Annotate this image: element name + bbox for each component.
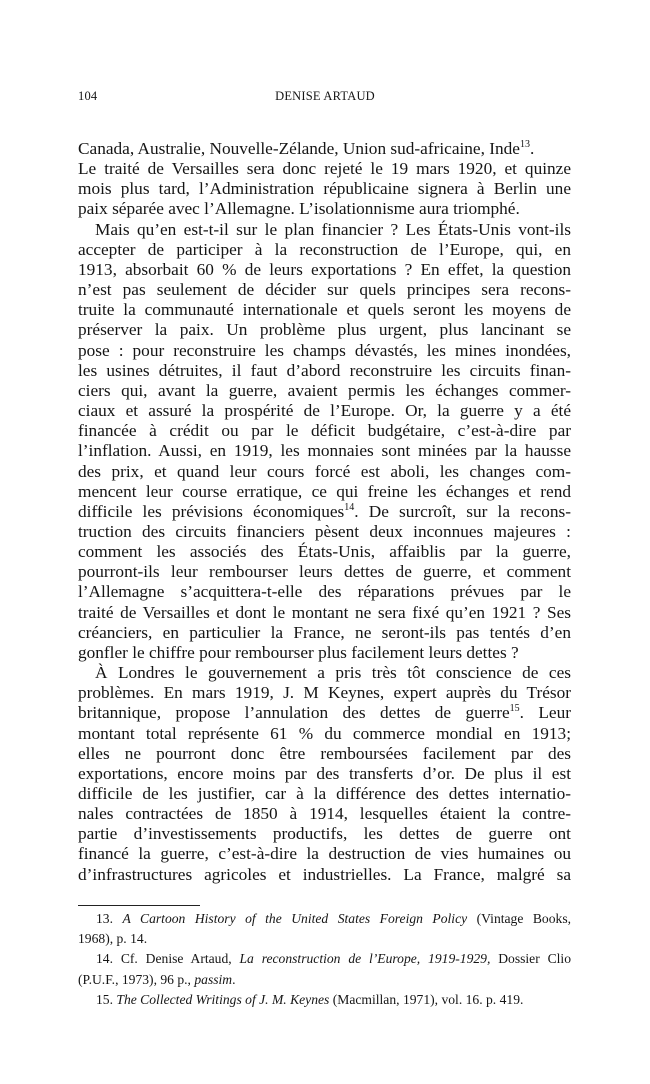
- text-span: partie d’investissements productifs, les dettes de guerre ont: [78, 824, 571, 844]
- text-span: accepter de participer à la reconstruction de l’Europe, qui, en: [78, 239, 571, 259]
- text-line: [78, 542, 571, 562]
- text-span: montant total représente 61 % du commerce mondial en 1913;: [78, 723, 571, 743]
- text-span: (Vintage Books,: [467, 911, 572, 926]
- text-line: [78, 199, 571, 219]
- text-span: ciaux et assuré la prospérité de l’Europe. Or, la guerre y a été: [78, 401, 571, 421]
- italic-title: La reconstruction de l’Europe, 1919-1929,: [239, 951, 491, 967]
- page-number: 104: [78, 89, 98, 103]
- text-span: elles ne pourront donc être remboursées facilement par des: [78, 743, 571, 763]
- footnote-line: [78, 949, 571, 969]
- text-span: Mais qu’en est-t-il sur le plan financier ? Les États-Unis vont-ils: [95, 219, 571, 239]
- text-line: [78, 341, 571, 361]
- footnote-reference: 14: [344, 501, 355, 513]
- text-span: (P.U.F., 1973), 96 p.,: [78, 971, 195, 987]
- text-line: [78, 482, 571, 502]
- text-line: [78, 643, 571, 663]
- text-line: [78, 724, 571, 744]
- text-span: britannique, propose l’annulation des dettes de guerre: [78, 703, 510, 723]
- text-line: [78, 139, 571, 159]
- text-span: traité de Versailles et dont le montant ne sera fixé qu’en 1921 ? Ses: [78, 602, 571, 622]
- text-line: [78, 865, 571, 885]
- text-line: [78, 663, 571, 683]
- text-line: [78, 220, 571, 240]
- text-span: ciers qui, avant la guerre, avaient permis les échanges commer-: [78, 380, 571, 400]
- text-line: [78, 401, 571, 421]
- italic-title: passim: [194, 971, 233, 987]
- text-span: problèmes. En mars 1919, J. M Keynes, expert auprès du Trésor: [78, 683, 571, 703]
- text-span: .: [232, 971, 236, 987]
- text-span: Canada, Australie, Nouvelle-Zélande, Union sud-africaine, Inde: [78, 139, 520, 158]
- text-line: [78, 603, 571, 623]
- text-span: difficile les prévisions économiques: [78, 501, 345, 521]
- running-head: DENISE ARTAUD: [275, 89, 375, 103]
- text-span: .: [529, 139, 535, 158]
- text-span: 1968), p. 14.: [78, 931, 148, 947]
- footnote-line: [78, 990, 571, 1010]
- text-line: [78, 502, 571, 522]
- text-span: pose : pour reconstruire les champs dévastés, les mines inondées,: [78, 340, 571, 360]
- text-line: [78, 280, 571, 300]
- text-line: [78, 240, 571, 260]
- text-span: mencent leur course erratique, ce qui freine les échanges et rend: [78, 481, 571, 501]
- text-span: 14. Cf. Denise Artaud,: [96, 951, 240, 967]
- text-span: 1913, absorbait 60 % de leurs exportations ? En effet, la question: [78, 259, 571, 279]
- footnote-divider: [78, 905, 200, 906]
- text-span: . Leur: [519, 703, 571, 723]
- italic-title: A Cartoon History of the United States Foreign Policy: [122, 911, 468, 926]
- text-line: [78, 441, 571, 461]
- text-span: Le traité de Versailles sera donc rejeté le 19 mars 1920, et quinze: [78, 159, 571, 179]
- text-span: exportations, encore moins par des transferts d’or. De plus il est: [78, 763, 571, 783]
- text-span: . De surcroît, sur la recons-: [354, 501, 572, 521]
- text-span: les usines détruites, il faut d’abord reconstruire les circuits finan-: [78, 360, 571, 380]
- footnote-reference: 13: [519, 139, 530, 150]
- text-span: nales contractées de 1850 à 1914, lesquelles étaient la contre-: [78, 804, 571, 824]
- footnote-line: [78, 909, 571, 929]
- body-text: [78, 139, 571, 885]
- text-line: [78, 764, 571, 784]
- text-span: l’inflation. Aussi, en 1919, les monnaies sont minées par la hausse: [78, 441, 571, 461]
- text-line: [78, 381, 571, 401]
- text-line: [78, 260, 571, 280]
- text-line: [78, 804, 571, 824]
- text-span: pourront-ils leur rembourser leurs dettes de guerre, et comment: [78, 562, 571, 582]
- text-span: truction des circuits financiers pèsent deux inconnues majeures :: [78, 521, 571, 541]
- text-line: [78, 824, 571, 844]
- text-span: difficile de les justifier, car à la différence des dettes internatio-: [78, 784, 571, 803]
- text-span: 13.: [96, 911, 123, 926]
- text-span: des prix, et quand leur cours forcé est aboli, les changes com-: [78, 461, 571, 481]
- text-span: Dossier Clio: [490, 951, 571, 967]
- text-line: [78, 844, 571, 864]
- footnote-line: [78, 970, 571, 990]
- text-span: créanciers, en particulier la France, ne seront-ils pas tentés d’en: [78, 622, 571, 642]
- text-span: comment les associés des États-Unis, affaiblis par la guerre,: [78, 542, 571, 562]
- text-line: [78, 421, 571, 441]
- text-line: [78, 320, 571, 340]
- text-line: [78, 159, 571, 179]
- footnote-reference: 15: [509, 703, 520, 715]
- text-line: [78, 784, 571, 804]
- text-span: préserver la paix. Un problème plus urgent, plus lancinant se: [78, 320, 571, 340]
- text-line: [78, 623, 571, 643]
- text-line: [78, 683, 571, 703]
- text-span: n’est pas seulement de décider sur quels principes sera recons-: [78, 280, 571, 300]
- text-line: [78, 361, 571, 381]
- text-span: À Londres le gouvernement a pris très tôt conscience de ces: [95, 663, 571, 683]
- text-span: financé la guerre, c’est-à-dire la destruction de vies humaines ou: [78, 844, 571, 864]
- text-line: [78, 703, 571, 723]
- text-span: l’Allemagne s’acquittera-t-elle des réparations prévues par le: [78, 582, 571, 602]
- text-span: gonfler le chiffre pour rembourser plus facilement leurs dettes ?: [78, 642, 519, 662]
- text-line: [78, 744, 571, 764]
- text-span: paix séparée avec l’Allemagne. L’isolationnisme aura triomphé.: [78, 199, 520, 219]
- text-span: d’infrastructures agricoles et industrielles. La France, malgré sa: [78, 864, 571, 884]
- italic-title: The Collected Writings of J. M. Keynes: [116, 991, 330, 1007]
- text-line: [78, 582, 571, 602]
- text-span: 15.: [96, 991, 117, 1007]
- text-line: [78, 462, 571, 482]
- text-line: [78, 300, 571, 320]
- footnotes: [78, 909, 571, 1010]
- text-line: [78, 562, 571, 582]
- text-span: mois plus tard, l’Administration républicaine signera à Berlin une: [78, 179, 571, 199]
- text-span: financée à crédit ou par le déficit budgétaire, c’est-à-dire par: [78, 421, 571, 441]
- footnote-line: [78, 929, 571, 949]
- text-line: [78, 179, 571, 199]
- text-span: truite la communauté internationale et quels seront les moyens de: [78, 300, 571, 320]
- text-span: (Macmillan, 1971), vol. 16. p. 419.: [329, 991, 524, 1007]
- text-line: [78, 522, 571, 542]
